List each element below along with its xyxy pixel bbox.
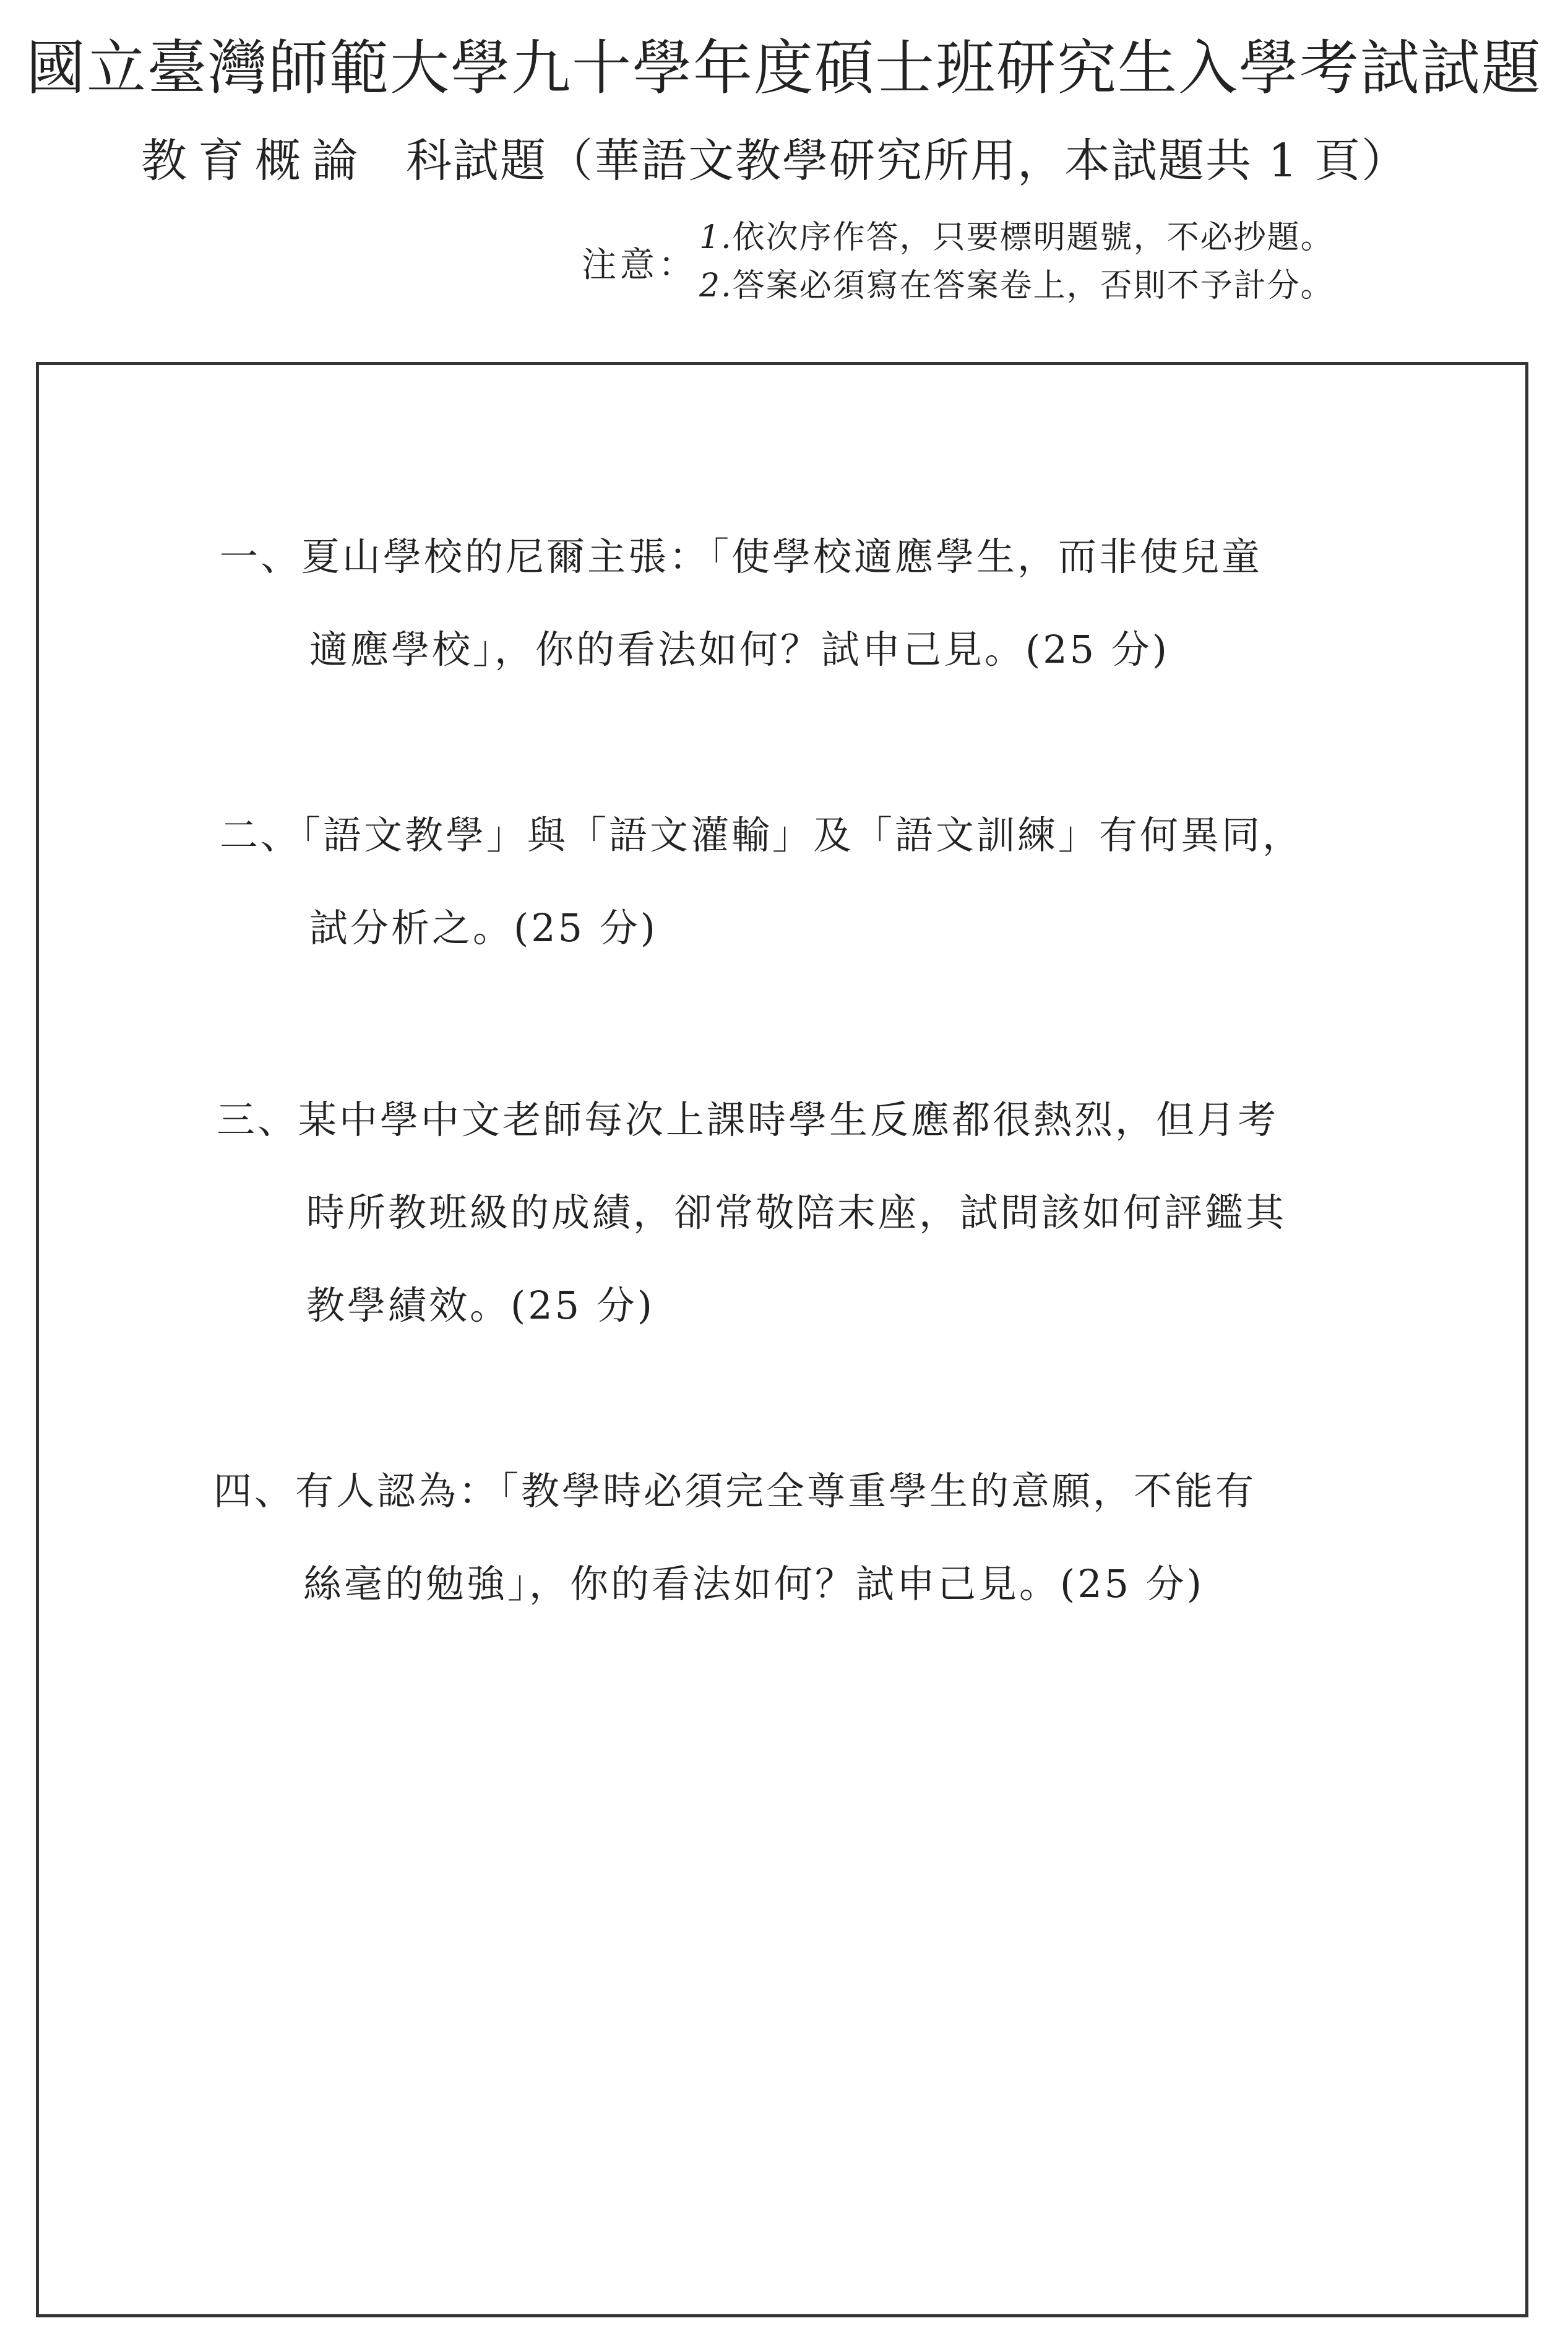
question-text: 某中學中文老師每次上課時學生反應都很熱烈，但月考: [298, 1097, 1279, 1142]
question-line: 絲毫的勉強」，你的看法如何？試申己見。(25 分): [303, 1561, 1204, 1606]
question-3: [217, 1074, 1286, 1352]
question-text: 有人認為：「教學時必須完全尊重學生的意願，不能有: [295, 1468, 1257, 1514]
question-text: 夏山學校的尼爾主張：「使學校適應學生，而非使兒童: [301, 534, 1263, 579]
notice-item-text: 答案必須寫在答案卷上，否則不予計分。: [732, 267, 1334, 304]
notice-list: [699, 213, 1334, 310]
question-number: 三、: [217, 1097, 299, 1142]
question-line: 教學績效。(25 分): [306, 1283, 655, 1328]
question-line: 試分析之。(25 分): [309, 905, 658, 950]
question-number: 二、: [220, 812, 302, 858]
question-line: [213, 1445, 1256, 1538]
exam-subtitle: [141, 127, 1408, 195]
notice-item: [699, 262, 1334, 310]
notice-item-number: 2.: [699, 267, 733, 304]
notice-label: 注意：: [582, 245, 697, 285]
question-line: [220, 789, 1303, 882]
question-4: [213, 1445, 1256, 1630]
exam-title: 國立臺灣師範大學九十學年度碩士班研究生入學考試試題: [26, 33, 1542, 103]
question-line: [217, 1074, 1286, 1166]
question-1: [220, 510, 1262, 696]
question-number: 四、: [213, 1468, 296, 1514]
question-line: [220, 510, 1262, 603]
notice-item-number: 1.: [699, 219, 733, 256]
subtitle-detail: 科試題（華語文教學研究所用，本試題共 1 頁）: [406, 134, 1409, 187]
question-line: 適應學校」，你的看法如何？試申己見。(25 分): [309, 627, 1170, 672]
question-line: 時所教班級的成績，卻常敬陪末座，試問該如何評鑑其: [306, 1190, 1287, 1235]
question-number: 一、: [220, 534, 302, 579]
notice-item: [699, 213, 1334, 262]
question-text: 「語文教學」與「語文灌輸」及「語文訓練」有何異同，: [301, 812, 1304, 858]
notice-item-text: 依次序作答，只要標明題號，不必抄題。: [732, 219, 1334, 256]
course-name: 教育概論: [141, 134, 369, 187]
question-2: [220, 789, 1303, 975]
